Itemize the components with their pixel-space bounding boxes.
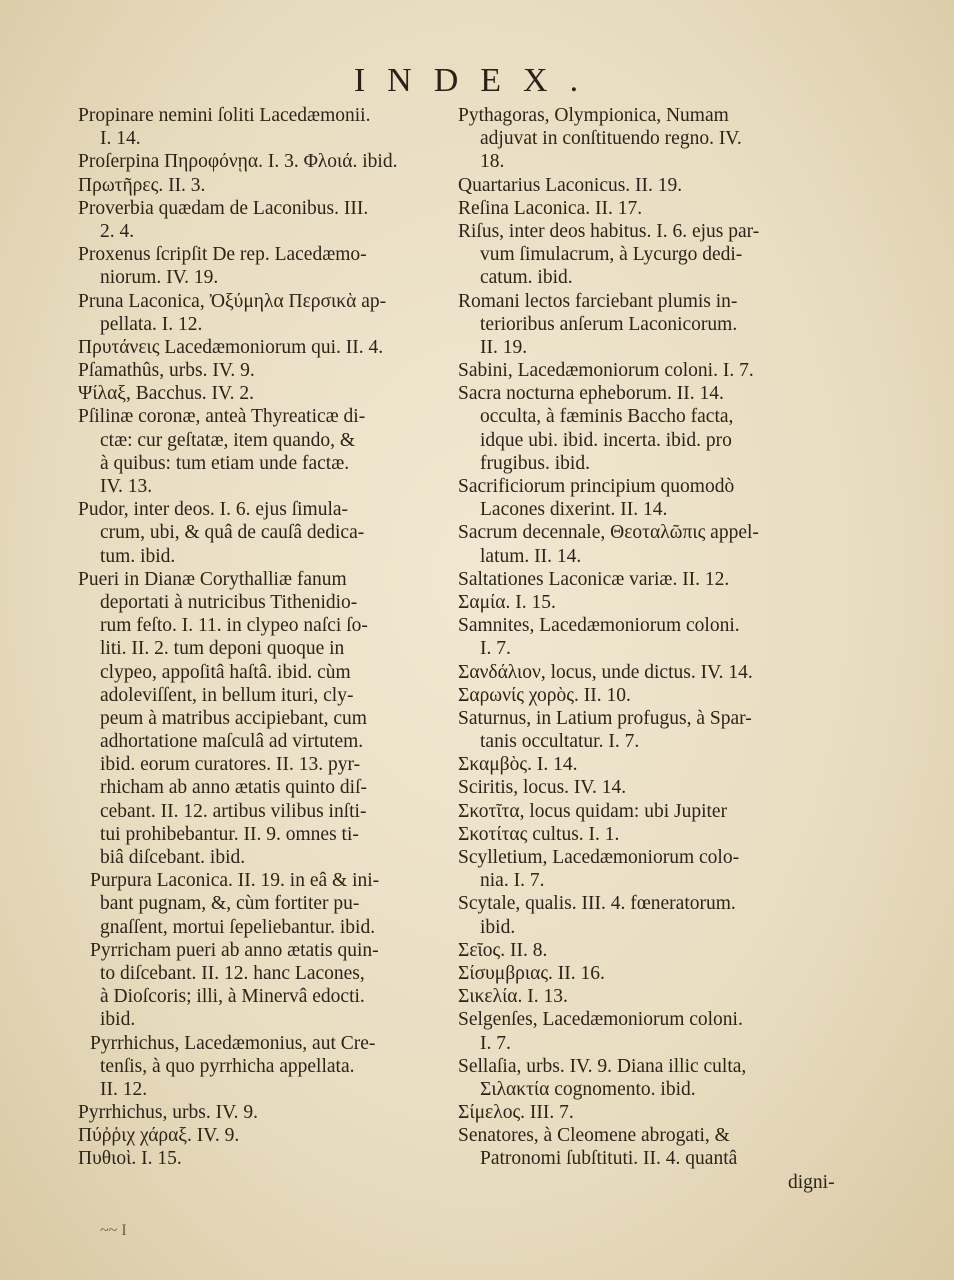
index-line: clypeo, appoſitâ haſtâ. ibid. cùm bbox=[100, 661, 351, 683]
index-line: Πρυτάνεις Lacedæmoniorum qui. II. 4. bbox=[78, 336, 384, 358]
index-line: Lacones dixerint. II. 14. bbox=[480, 499, 668, 521]
index-line: Pudor, inter deos. I. 6. ejus ſimula- bbox=[78, 499, 349, 521]
index-line: frugibus. ibid. bbox=[480, 452, 590, 474]
index-line: Sacra nocturna epheborum. II. 14. bbox=[458, 383, 724, 405]
index-line: liti. II. 2. tum deponi quoque in bbox=[100, 638, 345, 660]
index-line: Σκαμβὸς. I. 14. bbox=[458, 754, 578, 776]
index-line: Sabini, Lacedæmoniorum coloni. I. 7. bbox=[458, 360, 754, 382]
index-line: Proverbia quædam de Laconibus. III. bbox=[78, 197, 369, 219]
index-line: tanis occultatur. I. 7. bbox=[480, 731, 640, 753]
index-line: Σίσυμβριας. II. 16. bbox=[458, 962, 605, 984]
index-line: Pyrrhichus, Lacedæmonius, aut Cre- bbox=[90, 1032, 376, 1054]
index-line: Πύῤῥιχ χάραξ. IV. 9. bbox=[78, 1125, 240, 1147]
index-line: nia. I. 7. bbox=[480, 870, 545, 892]
index-line: occulta, à fæminis Baccho facta, bbox=[480, 406, 734, 428]
index-line: catum. ibid. bbox=[480, 267, 573, 289]
index-line: idque ubi. ibid. incerta. ibid. pro bbox=[480, 429, 732, 451]
index-line: Riſus, inter deos habitus. I. 6. ejus par- bbox=[458, 220, 760, 242]
index-line: Saltationes Laconicæ variæ. II. 12. bbox=[458, 568, 730, 590]
index-line: Sacrum decennale, Θεοταλῶπις appel- bbox=[458, 522, 759, 544]
index-line: to diſcebant. II. 12. hanc Lacones, bbox=[100, 962, 365, 984]
index-line: Propinare nemini ſoliti Lacedæmonii. bbox=[78, 105, 371, 126]
index-line: Σίμελος. III. 7. bbox=[458, 1102, 574, 1124]
index-line: peum à matribus accipiebant, cum bbox=[100, 707, 367, 729]
index-line: I. 7. bbox=[480, 1032, 511, 1054]
index-line: ctæ: cur geſtatæ, item quando, & bbox=[100, 429, 356, 451]
index-line: I. 7. bbox=[480, 638, 511, 660]
index-line: Sacrificiorum principium quomodò bbox=[458, 476, 735, 497]
index-line: Pſilinæ coronæ, anteà Thyreaticæ di- bbox=[78, 406, 366, 428]
page-header: INDEX. bbox=[353, 62, 601, 99]
index-line: Σεῖος. II. 8. bbox=[458, 939, 548, 961]
index-line: Pyrricham pueri ab anno ætatis quin- bbox=[90, 939, 379, 961]
index-line: gnaſſent, mortui ſepeliebantur. ibid. bbox=[100, 916, 376, 938]
index-line: biâ diſcebant. ibid. bbox=[100, 847, 246, 868]
index-line: tum. ibid. bbox=[100, 545, 176, 567]
index-line: terioribus anſerum Laconicorum. bbox=[480, 313, 738, 335]
index-line: Pſamathûs, urbs. IV. 9. bbox=[78, 360, 255, 382]
index-line: bant pugnam, &, cùm fortiter pu- bbox=[100, 893, 360, 915]
index-line: deportati à nutricibus Tithenidio- bbox=[100, 591, 358, 613]
index-line: Σιλακτία cognomento. ibid. bbox=[480, 1078, 696, 1100]
index-line: Σκοτίτας cultus. I. 1. bbox=[458, 823, 620, 845]
footer-mark: ~~ I bbox=[100, 1222, 127, 1239]
index-line: II. 19. bbox=[480, 336, 528, 358]
index-line: Patronomi ſubſtituti. II. 4. quantâ bbox=[480, 1148, 738, 1170]
left-column bbox=[78, 104, 458, 1171]
index-line: Pruna Laconica, Ὀξύμηλα Περσικὰ ap- bbox=[78, 290, 387, 312]
index-line: Samnites, Lacedæmoniorum coloni. bbox=[458, 615, 740, 637]
index-line: Selgenſes, Lacedæmoniorum coloni. bbox=[458, 1009, 743, 1031]
index-line: I. 14. bbox=[100, 128, 141, 150]
index-line: Quartarius Laconicus. II. 19. bbox=[458, 174, 683, 196]
index-line: Pythagoras, Olympionica, Numam bbox=[458, 105, 729, 126]
index-line: Senatores, à Cleomene abrogati, & bbox=[458, 1125, 730, 1147]
index-line: Ψίλαξ, Bacchus. IV. 2. bbox=[78, 383, 254, 405]
index-line: adjuvat in conſtituendo regno. IV. bbox=[480, 128, 742, 150]
right-column bbox=[458, 104, 838, 1194]
index-line: Scylletium, Lacedæmoniorum colo- bbox=[458, 847, 740, 868]
index-line: niorum. IV. 19. bbox=[100, 267, 219, 289]
index-line: pellata. I. 12. bbox=[100, 313, 203, 335]
index-line: Πυθιοὶ. I. 15. bbox=[78, 1148, 182, 1170]
index-line: IV. 13. bbox=[100, 476, 153, 497]
index-line: ibid. eorum curatores. II. 13. pyr- bbox=[100, 754, 361, 776]
index-line: Reſina Laconica. II. 17. bbox=[458, 197, 643, 219]
index-line: rhicham ab anno ætatis quinto diſ- bbox=[100, 777, 367, 799]
index-line: digni- bbox=[788, 1171, 835, 1193]
index-line: Σανδάλιον, locus, unde dictus. IV. 14. bbox=[458, 661, 753, 683]
index-line: Σκοτῖτα, locus quidam: ubi Jupiter bbox=[458, 800, 728, 822]
index-line: Romani lectos farciebant plumis in- bbox=[458, 290, 738, 312]
index-line: II. 12. bbox=[100, 1078, 148, 1100]
index-line: crum, ubi, & quâ de cauſâ dedica- bbox=[100, 522, 365, 544]
index-line: tui prohibebantur. II. 9. omnes ti- bbox=[100, 823, 359, 845]
index-line: 18. bbox=[480, 151, 505, 173]
index-line: Saturnus, in Latium profugus, à Spar- bbox=[458, 707, 752, 729]
index-line: Πρωτῆρες. II. 3. bbox=[78, 174, 206, 196]
index-line: cebant. II. 12. artibus vilibus inſti- bbox=[100, 800, 367, 822]
index-line: ibid. bbox=[100, 1009, 136, 1031]
index-line: adoleviſſent, in bellum ituri, cly- bbox=[100, 684, 354, 706]
index-line: Proſerpina Πηροφόνῃα. I. 3. Φλοιά. ibid. bbox=[78, 151, 398, 173]
index-line: vum ſimulacrum, à Lycurgo dedi- bbox=[480, 244, 743, 266]
index-line: Pueri in Dianæ Corythalliæ fanum bbox=[78, 568, 347, 590]
index-line: Proxenus ſcripſit De rep. Lacedæmo- bbox=[78, 244, 367, 266]
index-line: Pyrrhichus, urbs. IV. 9. bbox=[78, 1102, 259, 1124]
index-line: Purpura Laconica. II. 19. in eâ & ini- bbox=[90, 870, 380, 892]
index-line: tenſis, à quo pyrrhicha appellata. bbox=[100, 1055, 355, 1077]
index-line: Σαμία. I. 15. bbox=[458, 591, 556, 613]
index-line: Σικελία. I. 13. bbox=[458, 986, 568, 1008]
index-line: à quibus: tum etiam unde factæ. bbox=[100, 452, 350, 474]
index-line: Sciritis, locus. IV. 14. bbox=[458, 777, 627, 799]
index-line: Sellaſia, urbs. IV. 9. Diana illic culta, bbox=[458, 1055, 747, 1077]
index-line: à Dioſcoris; illi, à Minervâ edocti. bbox=[100, 986, 365, 1008]
index-line: latum. II. 14. bbox=[480, 545, 582, 567]
index-line: ibid. bbox=[480, 916, 516, 938]
index-line: 2. 4. bbox=[100, 220, 135, 242]
index-line: rum feſto. I. 11. in clypeo naſci ſo- bbox=[100, 615, 368, 637]
index-line: adhortatione maſculâ ad virtutem. bbox=[100, 731, 364, 753]
index-line: Scytale, qualis. III. 4. fœneratorum. bbox=[458, 893, 736, 915]
index-line: Σαρωνίς χορὸς. II. 10. bbox=[458, 684, 631, 706]
